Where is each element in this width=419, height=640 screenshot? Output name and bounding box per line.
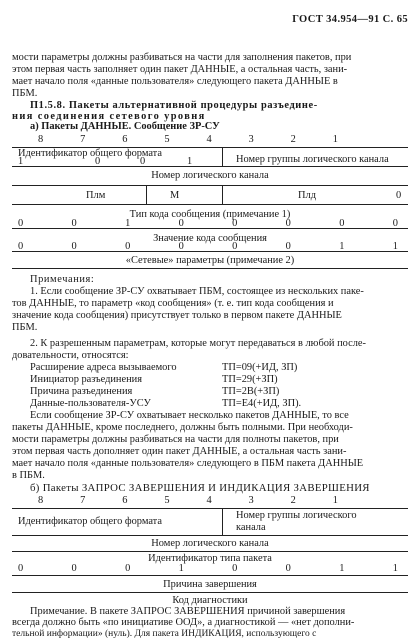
pti-bit-4: 0 — [232, 563, 238, 574]
pti-bit-1: 1 — [392, 563, 398, 574]
param-name-3: Причина разъединения — [30, 386, 133, 397]
note-line-6: довательности, относятся: — [12, 350, 129, 361]
para2-line-3: мости параметры должны разбиваться на части для полноты пакетов, при — [12, 434, 339, 445]
value-bit-4: 0 — [232, 241, 238, 252]
bit2-5: 5 — [164, 495, 170, 506]
page-header: ГОСТ 34.954—91 С. 65 — [292, 14, 408, 25]
subsection-a: а) Пакеты ДАННЫЕ. Сообщение ЗР-СУ — [30, 121, 220, 132]
para2-line-6: в ПБМ. — [12, 470, 45, 481]
intro-line-4: ПБМ. — [12, 88, 38, 99]
final-line-3: тельной информации» (нуль). Для пакета ИНДИКАЦИЯ, использующего с — [12, 629, 317, 639]
gfi-label: Идентификатор общего формата — [18, 148, 162, 159]
type-bit-5: 0 — [178, 218, 184, 229]
type-bit-1: 0 — [392, 218, 398, 229]
para2-line-5: мает начало поля «данные пользователя» следующего в ПБМ пакета ДАННЫЕ — [12, 458, 364, 469]
diag-label: Код диагностики — [172, 595, 248, 606]
value-bit-3: 0 — [285, 241, 291, 252]
param-code-2: ТП=29(+ЗП) — [222, 374, 278, 385]
lcn-label-2: Номер логического канала — [151, 538, 269, 549]
section-title: П1.5.8. Пакеты альтернативной процедуры разъедине- — [30, 100, 318, 111]
final-line-1: Примечание. В пакете ЗАПРОС ЗАВЕРШЕНИЯ причиной завершения — [30, 606, 346, 617]
para2-line-4: этом первая часть дополняет один пакет ДАННЫЕ, а остальная часть зани- — [12, 446, 347, 457]
final-line-2: всегда должно быть «по инициативе ООД», а диагностикой — «нет дополни- — [12, 617, 355, 628]
lcgn-label: Номер группы логического канала — [236, 154, 389, 165]
type-bits — [18, 218, 398, 229]
intro-line-1: мости параметры должны разбиваться на части для заполнения пакетов, при — [12, 52, 352, 63]
value-bit-5: 0 — [178, 241, 184, 252]
bit-numbers-2 — [38, 495, 338, 506]
gfi-bit-8: 1 — [18, 156, 24, 167]
gfi-bit-5: 1 — [187, 156, 193, 167]
bit-4: 4 — [206, 134, 212, 145]
pld-zero: 0 — [396, 190, 402, 201]
cause-label: Причина завершения — [163, 579, 257, 590]
pti-bit-2: 1 — [339, 563, 345, 574]
value-label: Значение кода сообщения — [153, 233, 267, 244]
gfi-bit-6: 0 — [140, 156, 146, 167]
bit2-7: 7 — [80, 495, 86, 506]
pti-bit-8: 0 — [18, 563, 24, 574]
pti-bit-5: 1 — [178, 563, 184, 574]
note-line-5: 2. К разрешенным параметрам, которые могут передаваться в любой после- — [30, 338, 366, 349]
notes-title: Примечания: — [30, 274, 95, 285]
pti-bit-7: 0 — [71, 563, 77, 574]
pti-label: Идентификатор типа пакета — [148, 553, 272, 564]
type-bit-3: 0 — [285, 218, 291, 229]
note-line-4: ПБМ. — [12, 322, 38, 333]
gfi-label-2: Идентификатор общего формата — [18, 516, 162, 527]
para2-line-2: пакеты ДАННЫЕ, кроме последнего, должны быть полными. При необходи- — [12, 422, 353, 433]
param-code-1: ТП=09(+ИД, ЗП) — [222, 362, 298, 373]
m-label: М — [170, 190, 180, 201]
param-name-1: Расширение адреса вызываемого — [30, 362, 177, 373]
type-label: Тип кода сообщения (примечание 1) — [129, 209, 291, 220]
intro-line-2: этом первая часть заполняет один пакет ДАННЫЕ, а остальная часть, зани- — [12, 64, 348, 75]
param-name-4: Данные-пользователя-УСУ — [30, 398, 151, 409]
type-bit-7: 0 — [71, 218, 77, 229]
bit-1: 1 — [332, 134, 338, 145]
note-line-2: тов ДАННЫЕ, то параметр «код сообщения» (т. е. тип кода сообщения и — [12, 298, 334, 309]
para2-line-1: Если сообщение ЗР-СУ охватывает несколько пакетов ДАННЫЕ, то все — [30, 410, 349, 421]
type-bit-6: 1 — [125, 218, 131, 229]
pti-bits — [18, 563, 398, 574]
value-bit-1: 1 — [392, 241, 398, 252]
intro-line-3: мает начало поля «данные пользователя» следующего пакета ДАННЫЕ в — [12, 76, 338, 87]
bit-6: 6 — [122, 134, 128, 145]
lcn-label: Номер логического канала — [151, 170, 269, 181]
value-bit-8: 0 — [18, 241, 24, 252]
bit-numbers-1 — [38, 134, 338, 145]
bit2-4: 4 — [206, 495, 212, 506]
param-code-4: ТП=Е4(+ИД, ЗП). — [222, 398, 302, 409]
pti-bit-6: 0 — [125, 563, 131, 574]
value-bit-6: 0 — [125, 241, 131, 252]
param-name-2: Инициатор разъединения — [30, 374, 142, 385]
bit2-3: 3 — [248, 495, 254, 506]
value-bit-2: 1 — [339, 241, 345, 252]
bit-5: 5 — [164, 134, 170, 145]
bit2-8: 8 — [38, 495, 44, 506]
lcgn-label-2: Номер группы логического канала — [236, 510, 357, 533]
bit-2: 2 — [290, 134, 296, 145]
type-bit-2: 0 — [339, 218, 345, 229]
pld-label: Плд — [298, 190, 316, 201]
pm-label: Плм — [86, 190, 106, 201]
note-line-3: значение кода сообщения) присутствует только в первом пакете ДАННЫЕ — [12, 310, 342, 321]
value-bit-7: 0 — [71, 241, 77, 252]
bit-7: 7 — [80, 134, 86, 145]
note-line-1: 1. Если сообщение ЗР-СУ охватывает ПБМ, состоящее из нескольких паке- — [30, 286, 364, 297]
section-title-cont: ния соединения сетевого уровня — [12, 111, 206, 122]
bit-3: 3 — [248, 134, 254, 145]
bit2-1: 1 — [332, 495, 338, 506]
type-bit-4: 0 — [232, 218, 238, 229]
pti-bit-3: 0 — [285, 563, 291, 574]
bit2-2: 2 — [290, 495, 296, 506]
bit2-6: 6 — [122, 495, 128, 506]
param-code-3: ТП=2В(+ЗП) — [222, 386, 280, 397]
value-bits — [18, 241, 398, 252]
gfi-bit-7: 0 — [95, 156, 101, 167]
subsection-b: б) Пакеты ЗАПРОС ЗАВЕРШЕНИЯ И ИНДИКАЦИЯ ЗАВЕРШЕНИЯ — [30, 482, 370, 494]
params-label: «Сетевые» параметры (примечание 2) — [125, 255, 295, 266]
bit-8: 8 — [38, 134, 44, 145]
type-bit-8: 0 — [18, 218, 24, 229]
